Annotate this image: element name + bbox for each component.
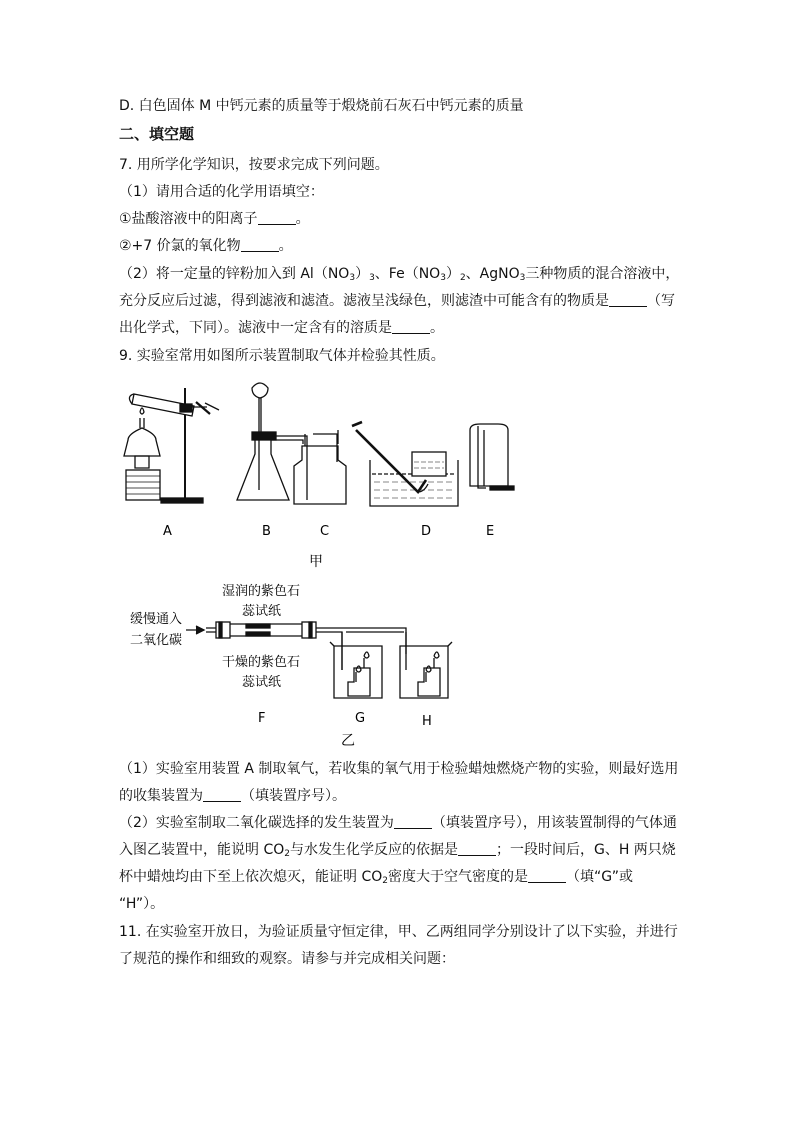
text: 入图乙装置中，能说明 CO [119, 842, 285, 858]
label-d: D [421, 524, 432, 539]
caption-yi: 乙 [341, 733, 355, 749]
q7-part1-a: ①盐酸溶液中的阳离子 。 [119, 211, 310, 227]
q9-part2-line1 [119, 813, 677, 833]
text: 的收集装置为 [119, 788, 203, 804]
answer-blank[interactable] [394, 814, 432, 829]
q7-part1-b: ②+7 价氯的氧化物 。 [119, 238, 293, 254]
text: ；一段时间后，G、H 两只烧 [495, 842, 676, 858]
text: ） [445, 266, 460, 282]
text: ） [355, 266, 370, 282]
subscript: 3 [519, 273, 526, 283]
q7-stem: 7. 用所学化学知识，按要求完成下列问题。 [119, 157, 389, 173]
q7-part1-a-text: ①盐酸溶液中的阳离子 [119, 211, 258, 227]
apparatus-g [330, 632, 382, 698]
q9-stem: 9. 实验室常用如图所示装置制取气体并检验其性质。 [119, 348, 445, 364]
q9-part1-line2 [119, 786, 346, 806]
text: 与水发生化学反应的依据是 [289, 842, 458, 858]
answer-blank[interactable] [458, 841, 496, 856]
text: 杯中蜡烛均由下至上依次熄灭，能证明 CO [119, 869, 383, 885]
label-e: E [486, 524, 495, 539]
input-label-1: 缓慢通入 [130, 612, 183, 627]
q9-part1-line1: （1）实验室用装置 A 制取氧气，若收集的氧气用于检验蜡烛燃烧产物的实验，则最好选用 [119, 761, 679, 777]
wet-paper-label-2: 蕊试纸 [242, 604, 282, 619]
text: （填装置序号）。 [241, 788, 346, 804]
text: （填装置序号），用该装置制得的气体通 [431, 815, 677, 831]
q9-part2-line2 [119, 840, 676, 864]
subscript: 3 [369, 273, 375, 283]
q11-line2: 了规范的操作和细致的观察。请参与并完成相关问题： [119, 951, 455, 967]
option-d: D. 白色固体 M 中钙元素的质量等于煅烧前石灰石中钙元素的质量 [119, 98, 524, 114]
wet-paper-label-1: 湿润的紫色石 [222, 584, 301, 599]
dry-paper-label-2: 蕊试纸 [242, 675, 282, 690]
label-g: G [355, 711, 366, 726]
answer-blank[interactable] [203, 787, 241, 802]
caption-jia: 甲 [309, 554, 323, 570]
text: （2）将一定量的锌粉加入到 Al（NO [119, 266, 350, 282]
q7-part1: （1）请用合适的化学用语填空： [119, 184, 324, 200]
text: （2）实验室制取二氧化碳选择的发生装置为 [119, 815, 394, 831]
text: 出化学式，下同）。滤液中一定含有的溶质是 [119, 320, 392, 336]
q7-part2-line3: 出化学式，下同）。滤液中一定含有的溶质是 。 [119, 320, 444, 336]
text: 充分反应后过滤，得到滤液和滤渣。滤液呈浅绿色，则滤渣中可能含有的物质是 [119, 293, 609, 309]
apparatus-h [400, 632, 452, 698]
q9-part2-line4: “H”）。 [119, 896, 165, 912]
label-a: A [163, 524, 172, 539]
input-label-2: 二氧化碳 [130, 633, 183, 648]
text: 、AgNO [465, 266, 520, 282]
label-f: F [258, 711, 266, 726]
subscript: 2 [382, 876, 388, 886]
q11-line1: 11. 在实验室开放日，为验证质量守恒定律，甲、乙两组同学分别设计了以下实验，并进行 [119, 924, 678, 940]
label-h: H [422, 714, 432, 729]
text: 密度大于空气密度的是 [387, 869, 528, 885]
subscript: 2 [459, 273, 466, 283]
section-title: 二、填空题 [119, 125, 195, 143]
subscript: 3 [349, 273, 356, 283]
text: （写 [647, 293, 675, 309]
text: 、Fe（NO [374, 266, 441, 282]
label-c: C [320, 524, 330, 539]
q7-part1-b-text: ②+7 价氯的氧化物 [119, 238, 241, 254]
text: 三种物质的混合溶液中， [525, 266, 680, 282]
subscript: 3 [440, 273, 446, 283]
subscript: 2 [284, 849, 290, 859]
label-b: B [262, 524, 271, 539]
text: （填“G”或 [565, 869, 634, 885]
answer-blank[interactable] [528, 868, 566, 883]
q9-part2-line3 [119, 867, 633, 891]
dry-paper-label-1: 干燥的紫色石 [222, 655, 301, 670]
